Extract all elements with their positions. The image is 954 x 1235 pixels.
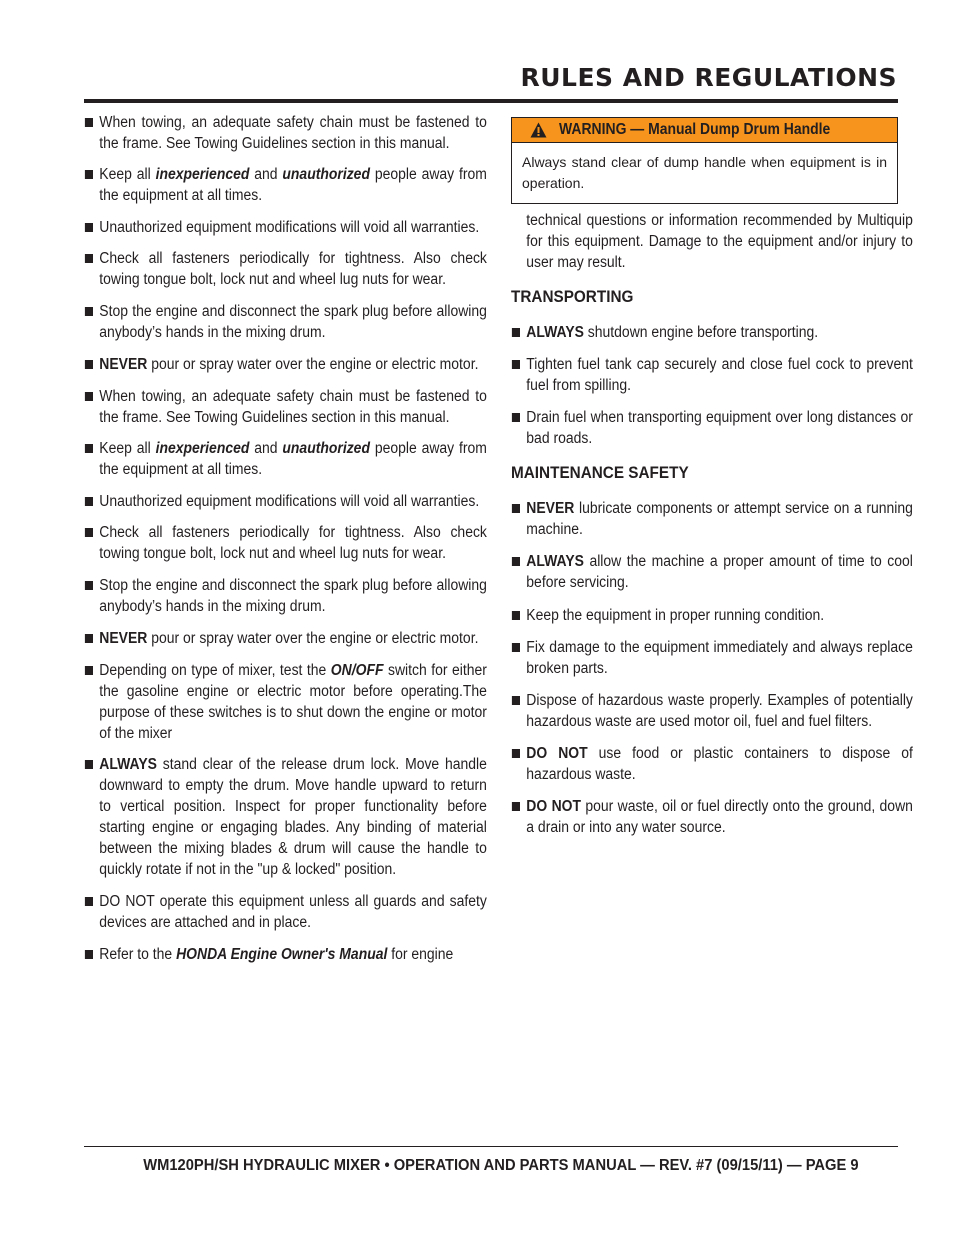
square-bullet-icon — [85, 497, 93, 506]
bullet-item — [84, 386, 487, 428]
bullet-text — [526, 745, 913, 783]
text-run: and — [249, 166, 283, 183]
bullet-item — [84, 944, 487, 965]
page-footer: WM120PH/SH HYDRAULIC MIXER • OPERATION AND PARTS MANUAL — REV. #7 (09/15/11) — PAGE 9 — [143, 1157, 859, 1174]
square-bullet-icon — [512, 328, 520, 337]
bullet-item — [84, 575, 487, 617]
bullet-item — [511, 637, 913, 679]
title-rule — [84, 99, 898, 103]
bullet-item — [84, 628, 487, 649]
bullet-text — [99, 946, 453, 963]
square-bullet-icon — [512, 643, 520, 652]
text-run: Stop the engine and disconnect the spark plug before allowing anybody’s hands in the mixing drum. — [99, 577, 487, 615]
bullet-text — [99, 493, 479, 510]
emphasis-text: DO NOT — [526, 745, 588, 762]
emphasis-text: inexperienced — [155, 440, 250, 457]
bullet-text — [99, 356, 478, 373]
bullet-text — [99, 219, 479, 236]
bullet-item — [511, 407, 913, 449]
bullet-text — [99, 893, 487, 931]
text-run: Unauthorized equipment modifications will void all warranties. — [99, 219, 480, 236]
bullet-text — [526, 500, 913, 538]
bullet-text — [526, 798, 913, 836]
bullet-text — [99, 662, 487, 742]
bullet-item — [84, 164, 487, 206]
bullet-text — [526, 607, 824, 624]
text-run: Tighten fuel tank cap securely and close fuel cock to prevent fuel from spilling. — [526, 356, 913, 394]
text-run: pour or spray water over the engine or electric motor. — [147, 630, 479, 647]
text-run: Depending on type of mixer, test the — [99, 662, 331, 679]
bullet-item — [84, 438, 487, 480]
text-run: switch for either the gasoline engine or electric motor before operating.The purpose of these switches is to shut down the engine or motor of the mixer — [99, 662, 487, 742]
square-bullet-icon — [85, 760, 93, 769]
bullet-text — [99, 440, 487, 478]
text-run: Keep all — [99, 166, 156, 183]
square-bullet-icon — [512, 802, 520, 811]
bullet-item — [84, 112, 487, 154]
warning-box — [511, 117, 898, 204]
emphasis-text: unauthorized — [282, 440, 370, 457]
bullet-item — [511, 796, 913, 838]
text-run: use food or plastic containers to dispose of hazardous waste. — [526, 745, 913, 783]
bullet-text — [99, 250, 487, 288]
bullet-item — [511, 743, 913, 785]
bullet-item — [84, 522, 487, 564]
text-run: Check all fasteners periodically for tightness. Also check towing tongue bolt, lock nut and wheel lug nuts for wear. — [99, 250, 487, 288]
emphasis-text: ON/OFF — [330, 662, 384, 679]
text-run: for engine — [387, 946, 454, 963]
text-run: people away from the equipment at all times. — [99, 166, 487, 204]
emphasis-text: ALWAYS — [526, 553, 584, 570]
emphasis-text: NEVER — [99, 356, 148, 373]
continued-text: technical questions or information recommended by Multiquip for this equipment. Damage to the equipment and/or injury to user may result. — [526, 212, 913, 271]
text-run: pour or spray water over the engine or electric motor. — [147, 356, 479, 373]
warning-triangle-icon — [530, 122, 547, 138]
emphasis-text: DO NOT — [526, 798, 582, 815]
page-title: RULES AND REGULATIONS — [520, 63, 897, 92]
bullet-item — [511, 605, 913, 626]
emphasis-text: NEVER — [99, 630, 148, 647]
bullet-text — [99, 388, 487, 426]
square-bullet-icon — [85, 950, 93, 959]
square-bullet-icon — [85, 307, 93, 316]
square-bullet-icon — [85, 666, 93, 675]
square-bullet-icon — [85, 528, 93, 537]
square-bullet-icon — [512, 557, 520, 566]
square-bullet-icon — [85, 254, 93, 263]
bullet-text — [99, 756, 487, 878]
text-run: DO NOT operate this equipment unless all guards and safety devices are attached and in place. — [99, 893, 487, 931]
bullet-text — [526, 553, 913, 591]
bullet-text — [99, 166, 487, 204]
square-bullet-icon — [512, 749, 520, 758]
bullet-text — [526, 409, 913, 447]
text-run: shutdown engine before transporting. — [583, 324, 819, 341]
text-run: and — [249, 440, 283, 457]
bullet-text — [526, 639, 913, 677]
emphasis-text: inexperienced — [155, 166, 250, 183]
text-run: Unauthorized equipment modifications will void all warranties. — [99, 493, 480, 510]
bullet-item — [84, 660, 487, 744]
square-bullet-icon — [85, 360, 93, 369]
text-run: people away from the equipment at all times. — [99, 440, 487, 478]
text-run: Check all fasteners periodically for tightness. Also check towing tongue bolt, lock nut and wheel lug nuts for wear. — [99, 524, 487, 562]
bullet-text — [526, 692, 913, 730]
text-run: Refer to the — [99, 946, 177, 963]
text-run: When towing, an adequate safety chain must be fastened to the frame. See Towing Guidelines section in this manual. — [99, 114, 487, 152]
bullet-item — [84, 891, 487, 933]
bullet-item — [84, 754, 487, 880]
square-bullet-icon — [512, 413, 520, 422]
bullet-item — [84, 354, 487, 375]
square-bullet-icon — [85, 223, 93, 232]
bullet-text — [99, 630, 478, 647]
text-run: pour waste, oil or fuel directly onto the ground, down a drain or into any water source. — [526, 798, 913, 836]
square-bullet-icon — [85, 581, 93, 590]
text-run: Fix damage to the equipment immediately and always replace broken parts. — [526, 639, 913, 677]
square-bullet-icon — [85, 897, 93, 906]
warning-title: WARNING — Manual Dump Drum Handle — [559, 121, 831, 138]
bullet-item — [511, 498, 913, 540]
bullet-item — [84, 301, 487, 343]
emphasis-text: HONDA Engine Owner's Manual — [176, 946, 388, 963]
bullet-item — [84, 217, 487, 238]
bullet-text — [526, 356, 913, 394]
square-bullet-icon — [512, 504, 520, 513]
footer-rule — [84, 1146, 898, 1147]
section-heading-transporting: TRANSPORTING — [511, 287, 634, 306]
emphasis-text: unauthorized — [282, 166, 370, 183]
square-bullet-icon — [85, 170, 93, 179]
bullet-item — [511, 551, 913, 593]
warning-header — [512, 118, 897, 143]
bullet-item — [511, 354, 913, 396]
square-bullet-icon — [85, 118, 93, 127]
square-bullet-icon — [85, 444, 93, 453]
square-bullet-icon — [512, 696, 520, 705]
bullet-item — [511, 322, 913, 343]
emphasis-text: ALWAYS — [99, 756, 157, 773]
emphasis-text: NEVER — [526, 500, 575, 517]
warning-body: Always stand clear of dump handle when equipment is in operation. — [522, 154, 887, 191]
square-bullet-icon — [512, 611, 520, 620]
text-run: allow the machine a proper amount of time to cool before servicing. — [526, 553, 913, 591]
section-heading-maintenance: MAINTENANCE SAFETY — [511, 463, 689, 482]
text-run: When towing, an adequate safety chain must be fastened to the frame. See Towing Guidelines section in this manual. — [99, 388, 487, 426]
text-run: Stop the engine and disconnect the spark plug before allowing anybody’s hands in the mixing drum. — [99, 303, 487, 341]
bullet-item — [511, 690, 913, 732]
bullet-text — [99, 303, 487, 341]
bullet-text — [99, 114, 487, 152]
square-bullet-icon — [85, 634, 93, 643]
square-bullet-icon — [512, 360, 520, 369]
bullet-item — [84, 491, 487, 512]
text-run: Keep all — [99, 440, 156, 457]
bullet-text — [526, 324, 818, 341]
square-bullet-icon — [85, 392, 93, 401]
bullet-text — [99, 524, 487, 562]
bullet-text — [99, 577, 487, 615]
right-column — [511, 117, 913, 838]
text-run: stand clear of the release drum lock. Move handle downward to empty the drum. Move handle upward to return to vertical position. Inspect for proper functionality before starting engine or engaging blades. Any binding of material between the mixing blades & drum will cause the handle to quickly rotate if not in the "up & locked" position. — [99, 756, 487, 878]
text-run: Keep the equipment in proper running condition. — [526, 607, 825, 624]
bullet-item — [84, 248, 487, 290]
emphasis-text: ALWAYS — [526, 324, 584, 341]
text-run: lubricate components or attempt service on a running machine. — [526, 500, 913, 538]
text-run: Dispose of hazardous waste properly. Examples of potentially hazardous waste are used motor oil, fuel and fuel filters. — [526, 692, 913, 730]
text-run: Drain fuel when transporting equipment over long distances or bad roads. — [526, 409, 913, 447]
left-column — [84, 112, 487, 965]
